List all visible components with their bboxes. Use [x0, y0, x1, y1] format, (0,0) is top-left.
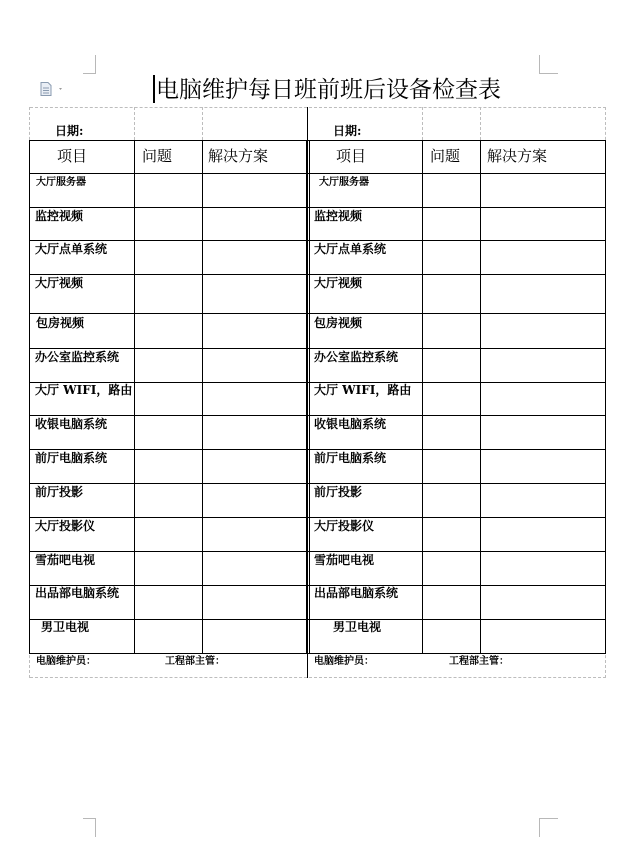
row-line	[30, 551, 606, 552]
footer-supervisor-left: 工程部主管：	[165, 656, 225, 667]
footer-maintainer-left: 电脑维护员：	[36, 656, 96, 667]
table-top-border	[30, 107, 606, 108]
footer-supervisor-right: 工程部主管：	[449, 656, 509, 667]
list-item: 大厅投影仪	[314, 519, 375, 533]
list-item: 办公室监控系统	[35, 350, 120, 364]
footer-maintainer-right: 电脑维护员：	[314, 656, 374, 667]
list-item: 收银电脑系统	[35, 417, 108, 431]
document-icon[interactable]	[40, 81, 66, 95]
list-item: 监控视频	[35, 209, 84, 223]
row-line	[30, 415, 606, 416]
column-line	[605, 140, 606, 654]
page-title[interactable]: 电脑维护每日班前班后设备检查表	[156, 77, 501, 103]
column-line	[29, 140, 30, 654]
header-solution-right: 解决方案	[487, 147, 548, 165]
list-item: 包房视频	[314, 316, 363, 330]
text-cursor	[153, 75, 155, 103]
list-item: 大厅服务器	[36, 177, 86, 188]
list-item: 前厅电脑系统	[35, 451, 108, 465]
list-item: 包房视频	[36, 316, 85, 330]
row-line	[30, 653, 606, 654]
list-item: 大厅点单系统	[35, 242, 108, 256]
list-item: 监控视频	[314, 209, 363, 223]
row-line	[30, 483, 606, 484]
list-item: 出品部电脑系统	[314, 586, 399, 600]
date-row-divider	[422, 107, 423, 140]
section-divider	[307, 107, 308, 678]
table-bottom-border	[30, 677, 606, 678]
row-line	[30, 274, 606, 275]
column-line	[422, 140, 423, 654]
row-line	[30, 313, 606, 314]
row-line	[30, 140, 606, 141]
row-line	[30, 619, 606, 620]
list-item: 前厅电脑系统	[314, 451, 387, 465]
column-line	[480, 140, 481, 654]
header-item-left: 项目	[57, 147, 88, 165]
crop-mark-bottom-right	[539, 818, 558, 837]
list-item: 大厅 WIFI，路由	[35, 383, 133, 397]
date-row-divider	[202, 107, 203, 140]
row-line	[30, 173, 606, 174]
list-item: 大厅视频	[35, 276, 84, 290]
list-item: 男卫电视	[333, 620, 382, 634]
row-line	[30, 207, 606, 208]
date-row-divider	[480, 107, 481, 140]
column-line	[309, 140, 310, 654]
row-line	[30, 449, 606, 450]
header-problem-right: 问题	[430, 147, 461, 165]
list-item: 雪茄吧电视	[35, 553, 96, 567]
crop-mark-bottom-left	[83, 818, 96, 837]
list-item: 大厅 WIFI，路由	[314, 383, 412, 397]
list-item: 办公室监控系统	[314, 350, 399, 364]
row-line	[30, 240, 606, 241]
date-label-left: 日期:	[55, 124, 84, 138]
header-problem-left: 问题	[142, 147, 173, 165]
date-label-right: 日期:	[333, 124, 362, 138]
list-item: 大厅视频	[314, 276, 363, 290]
list-item: 前厅投影	[35, 485, 84, 499]
row-line	[30, 517, 606, 518]
header-item-right: 项目	[336, 147, 367, 165]
column-line	[202, 140, 203, 654]
list-item: 前厅投影	[314, 485, 363, 499]
list-item: 出品部电脑系统	[35, 586, 120, 600]
column-line	[134, 140, 135, 654]
list-item: 大厅服务器	[319, 177, 369, 188]
crop-mark-top-right	[539, 55, 558, 74]
list-item: 男卫电视	[41, 620, 90, 634]
list-item: 大厅点单系统	[314, 242, 387, 256]
header-solution-left: 解决方案	[208, 147, 269, 165]
date-row-divider	[134, 107, 135, 140]
list-item: 大厅投影仪	[35, 519, 96, 533]
list-item: 雪茄吧电视	[314, 553, 375, 567]
list-item: 收银电脑系统	[314, 417, 387, 431]
crop-mark-top-left	[83, 55, 96, 74]
row-line	[30, 348, 606, 349]
